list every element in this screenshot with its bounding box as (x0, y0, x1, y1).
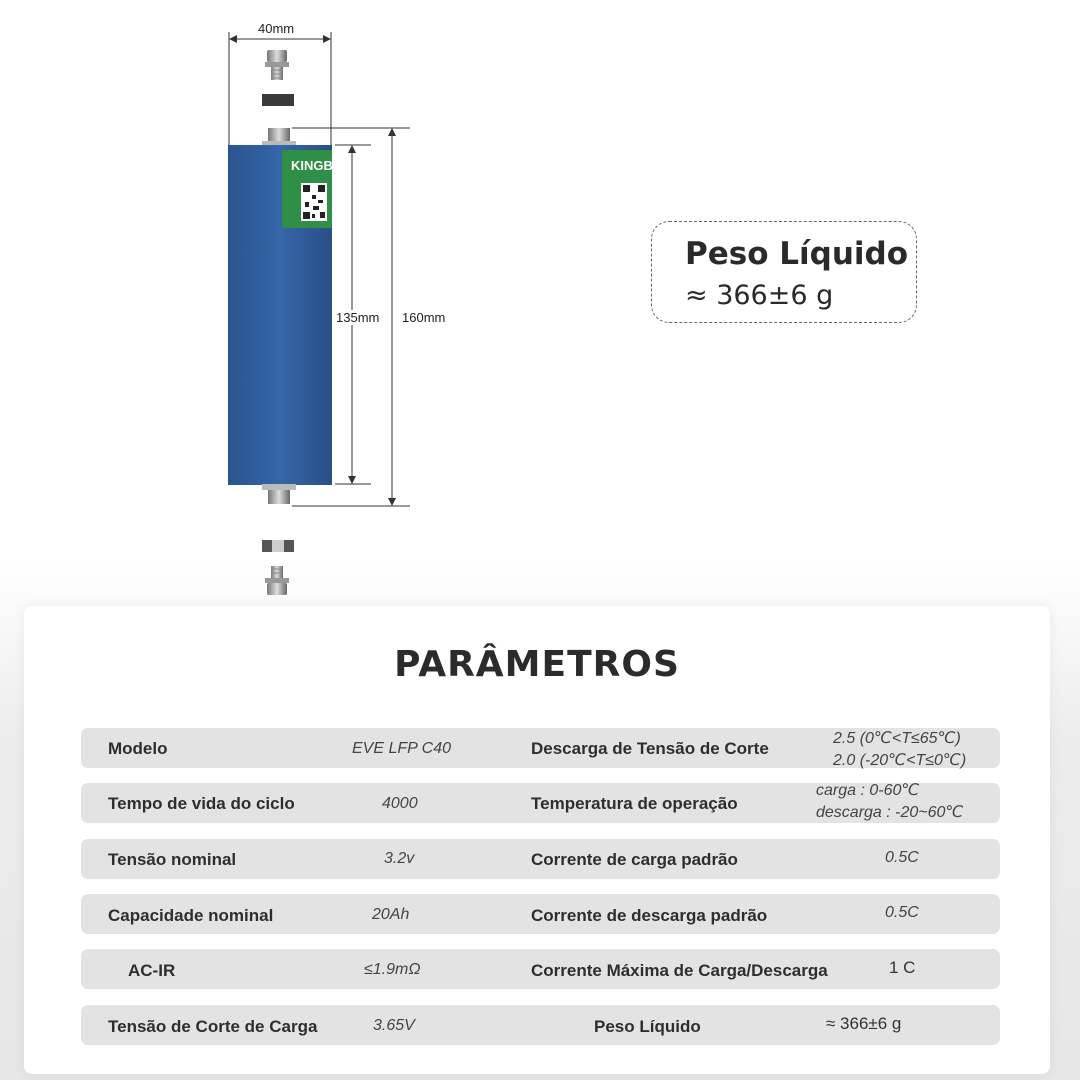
param-label: Corrente de descarga padrão (531, 906, 768, 925)
table-row (81, 949, 1000, 989)
qr-code-icon (301, 183, 327, 221)
param-label: Peso Líquido (594, 1017, 701, 1036)
table-row (81, 1005, 1000, 1045)
parameters-title: PARÂMETROS (394, 644, 680, 685)
width-label: 40mm (258, 21, 295, 36)
param-label: Tensão de Corte de Carga (108, 1017, 318, 1036)
table-row (81, 783, 1000, 823)
param-value: 0.5C (885, 849, 919, 866)
top-terminal (268, 128, 290, 142)
bottom-screw-icon (265, 566, 289, 595)
brand-text: KINGB (291, 158, 333, 173)
param-label: Modelo (108, 739, 168, 758)
param-value: ≈ 366±6 g (826, 1014, 902, 1033)
param-label: Corrente Máxima de Carga/Descarga (531, 961, 828, 980)
bottom-terminal (268, 490, 290, 504)
table-row (81, 728, 1000, 768)
cell-height-label: 135mm (336, 310, 380, 325)
param-label: Corrente de carga padrão (531, 850, 738, 869)
param-label: Tensão nominal (108, 850, 237, 869)
param-label: AC-IR (128, 961, 176, 980)
param-value: carga : 0-60℃ (816, 782, 920, 799)
table-row (81, 894, 1000, 934)
param-value: 4000 (382, 795, 418, 812)
param-value: 20Ah (372, 906, 410, 923)
param-value: 0.5C (885, 904, 919, 921)
param-value: 2.0 (-20℃<T≤0℃) (833, 752, 967, 769)
param-label: Temperatura de operação (531, 794, 738, 813)
param-value: 3.2v (384, 850, 415, 867)
param-value: 1 C (889, 958, 916, 977)
battery-illustration (0, 0, 480, 610)
param-value: EVE LFP C40 (352, 740, 452, 757)
net-weight-title: Peso Líquido (685, 236, 909, 272)
top-nut-icon (262, 94, 294, 106)
param-value: 3.65V (373, 1017, 415, 1034)
param-label: Descarga de Tensão de Corte (531, 739, 769, 758)
bottom-nut-icon (262, 540, 294, 552)
param-value: 2.5 (0℃<T≤65℃) (833, 730, 961, 747)
param-value: descarga : -20~60℃ (816, 804, 964, 821)
param-label: Tempo de vida do ciclo (108, 794, 295, 813)
param-label: Capacidade nominal (108, 906, 274, 925)
table-row (81, 839, 1000, 879)
net-weight-value: ≈ 366±6 g (685, 280, 834, 311)
top-screw-icon (265, 50, 289, 80)
parameters-card (24, 606, 1050, 1074)
param-value: ≤1.9mΩ (364, 961, 421, 978)
net-weight-box (651, 221, 917, 323)
total-height-label: 160mm (402, 310, 446, 325)
